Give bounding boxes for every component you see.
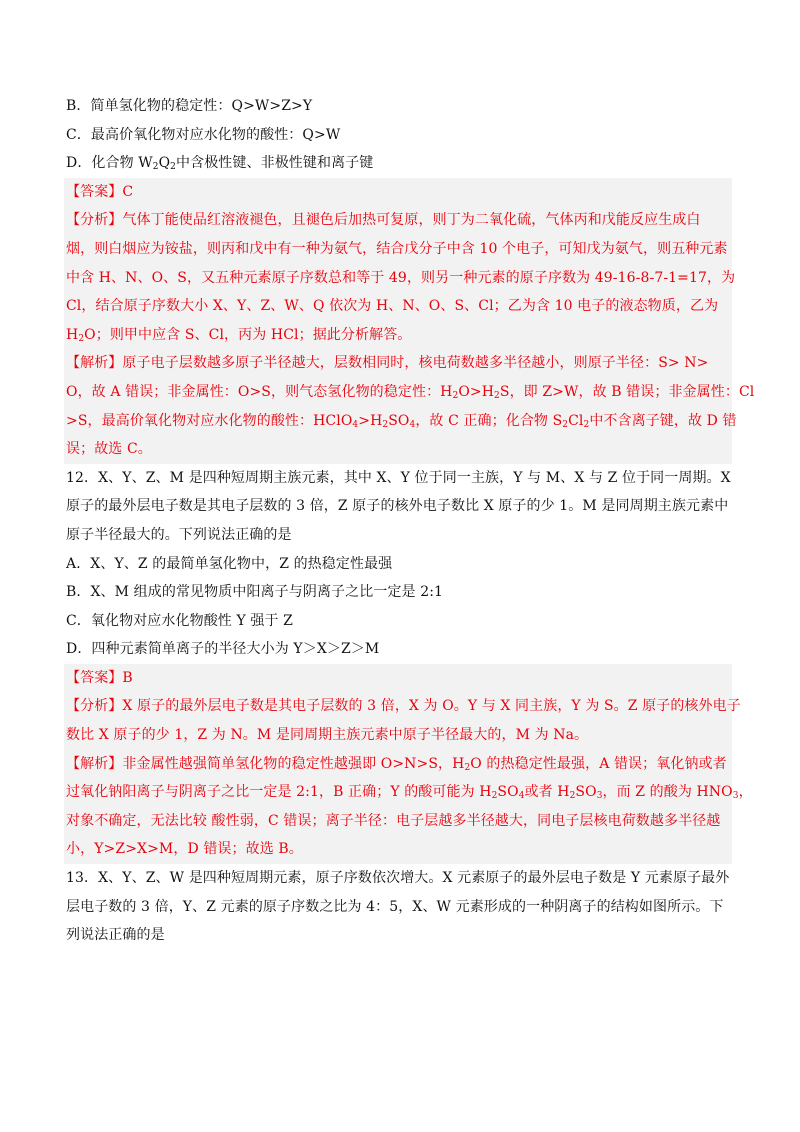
- text-run: 误；故选 C。: [66, 441, 152, 458]
- text-run: ，故 C 正确；化合物 S: [415, 412, 563, 429]
- text-run: 中含极性键、非极性键和离子键: [176, 155, 374, 172]
- text-run: Cl，结合原子序数大小 X、Y、Z、W、Q 依次为 H、N、O、S、Cl；乙为含 10 电子的液态物质，乙为: [66, 298, 719, 315]
- subscript: 4: [409, 419, 416, 430]
- text-run: 【答案】B: [66, 669, 133, 686]
- text-run: SO: [575, 784, 597, 801]
- text-line: [66, 750, 730, 779]
- text-run: 【分析】气体丁能使品红溶液褪色，且褪色后加热可复原，则丁为二氧化硫，气体丙和戊能反应生成白: [66, 212, 701, 229]
- subscript: 2: [583, 419, 590, 430]
- text-run: 中不含离子键，故 D 错: [589, 412, 737, 429]
- text-run: 数比 X 原子的少 1，Z 为 N。M 是同周期主族元素中原子半径最大的，M 为 Na。: [66, 727, 589, 744]
- text-line: [66, 835, 730, 864]
- subscript: 2: [78, 333, 85, 344]
- q13-stem: [66, 864, 730, 950]
- text-run: S，即 Z>W，故 B 错误；非金属性：Cl: [499, 383, 755, 400]
- text-run: ，而 Z 的酸为 HNO: [602, 784, 733, 801]
- q11-option-c: [66, 121, 730, 150]
- text-run: SO: [388, 412, 410, 429]
- text-line: [66, 807, 730, 836]
- text-run: 烟，则白烟应为铵盐，则丙和戊中有一种为氨气，结合戊分子中含 10 个电子，可知戊为氨气，则五种元素: [66, 240, 728, 257]
- text-run: 【解析】原子电子层数越多原子半径越大，层数相同时，核电荷数越多半径越小，则原子半径：S> N>: [66, 355, 709, 372]
- text-run: O 的热稳定性最强，A 错误；氧化钠或者: [470, 755, 727, 772]
- text-run: 过氧化钠阳离子与阴离子之比一定是 2:1，B 正确；Y 的酸可能为 H: [66, 784, 492, 801]
- q11-option-d: [66, 149, 730, 178]
- text-run: D．四种元素简单离子的半径大小为 Y＞X＞Z＞M: [66, 641, 380, 658]
- text-run: O>H: [458, 383, 495, 400]
- text-run: 【分析】X 原子的最外层电子数是其电子层数的 3 倍，X 为 O。Y 与 X 同主族，Y 为 S。Z 原子的核外电子: [66, 698, 741, 715]
- q12-solution-block: [64, 664, 753, 864]
- q11-explanation: [66, 349, 755, 463]
- subscript: 4: [518, 791, 525, 802]
- text-run: 【答案】C: [66, 183, 134, 200]
- text-line: [66, 692, 741, 721]
- text-run: ，: [738, 784, 753, 801]
- text-line: [66, 292, 730, 321]
- document-page: [66, 92, 755, 950]
- text-line: [66, 864, 730, 893]
- text-run: >S，最高价氧化物对应水化物的酸性：HClO: [66, 412, 353, 429]
- q11-solution-block: [64, 178, 755, 464]
- text-run: Cl: [568, 412, 584, 429]
- q12-explanation: [66, 750, 753, 864]
- text-line: [66, 893, 730, 922]
- q11-analysis: [66, 206, 736, 349]
- subscript: 2: [152, 162, 159, 173]
- text-line: [66, 921, 730, 950]
- subscript: 2: [464, 762, 471, 773]
- text-line: [66, 407, 737, 436]
- text-run: H: [66, 326, 79, 343]
- text-run: 原子的最外层电子数是其电子层数的 3 倍，Z 原子的核外电子数比 X 原子的少 1。M 是同周期主族元素中: [66, 498, 729, 515]
- q11-option-b: [66, 92, 730, 121]
- text-run: 列说法正确的是: [66, 927, 165, 944]
- text-run: SO: [497, 784, 519, 801]
- subscript: 2: [491, 791, 498, 802]
- text-run: 原子半径最大的。下列说法正确的是: [66, 526, 292, 543]
- subscript: 3: [596, 791, 603, 802]
- q12-answer: [66, 664, 730, 693]
- subscript: 2: [170, 162, 176, 173]
- text-run: O；则甲中应含 S、Cl，丙为 HCl；据此分析解答。: [84, 326, 412, 343]
- text-run: O，故 A 错误；非金属性：O>S，则气态氢化物的稳定性：H: [66, 383, 453, 400]
- text-line: [66, 721, 730, 750]
- text-run: A．X、Y、Z 的最简单氢化物中，Z 的热稳定性最强: [66, 555, 393, 572]
- text-line: [66, 492, 730, 521]
- text-line: [66, 378, 755, 407]
- text-line: [66, 464, 730, 493]
- subscript: 2: [494, 390, 500, 401]
- text-run: B．X、M 组成的常见物质中阳离子与阴离子之比一定是 2:1: [66, 584, 444, 601]
- q12-option-a: [66, 550, 730, 579]
- q12-stem: [66, 464, 730, 550]
- text-run: 对象不确定，无法比较 酸性弱，C 错误；离子半径：电子层越多半径越大，同电子层核电荷数越多半径越: [66, 812, 721, 829]
- text-line: [66, 349, 730, 378]
- text-run: B．简单氢化物的稳定性：Q>W>Z>Y: [66, 98, 313, 114]
- text-run: 12．X、Y、Z、M 是四种短周期主族元素，其中 X、Y 位于同一主族，Y 与 M、X 与 Z 位于同一周期。X: [66, 469, 731, 486]
- subscript: 2: [569, 791, 576, 802]
- q12-option-c: [66, 607, 730, 636]
- text-line: [66, 206, 730, 235]
- text-run: 小，Y>Z>X>M，D 错误；故选 B。: [66, 841, 303, 858]
- q12-option-d: [66, 635, 730, 664]
- subscript: 2: [452, 390, 459, 401]
- text-line: [66, 235, 730, 264]
- text-run: Q: [158, 155, 171, 172]
- text-run: 13．X、Y、Z、W 是四种短周期元素，原子序数依次增大。X 元素原子的最外层电子数是 Y 元素原子最外: [66, 870, 730, 887]
- text-line: [66, 521, 730, 550]
- q12-option-b: [66, 578, 730, 607]
- subscript: 2: [382, 419, 389, 430]
- text-run: C．最高价氧化物对应水化物的酸性：Q>W: [66, 126, 341, 143]
- text-run: D．化合物 W: [66, 155, 153, 172]
- text-run: 层电子数的 3 倍，Y、Z 元素的原子序数之比为 4：5，X、W 元素形成的一种阴离子的结构如图所示。下: [66, 898, 724, 915]
- text-line: [66, 778, 753, 807]
- text-run: C．氧化物对应水化物酸性 Y 强于 Z: [66, 612, 293, 629]
- text-line: [66, 435, 730, 464]
- text-line: [66, 321, 730, 350]
- subscript: 3: [732, 791, 739, 802]
- text-line: [66, 264, 736, 293]
- text-run: 或者 H: [524, 784, 570, 801]
- text-run: 中含 H、N、O、S，又五种元素原子序数总和等于 49，则另一种元素的原子序数为 49-16-8-7-1=17，为: [66, 269, 736, 286]
- q11-answer: [66, 178, 730, 207]
- subscript: 2: [562, 419, 569, 430]
- subscript: 4: [352, 419, 359, 430]
- text-run: 【解析】非金属性越强简单氢化物的稳定性越强即 O>N>S，H: [66, 755, 465, 772]
- text-run: >H: [358, 412, 383, 429]
- q12-analysis: [66, 692, 741, 749]
